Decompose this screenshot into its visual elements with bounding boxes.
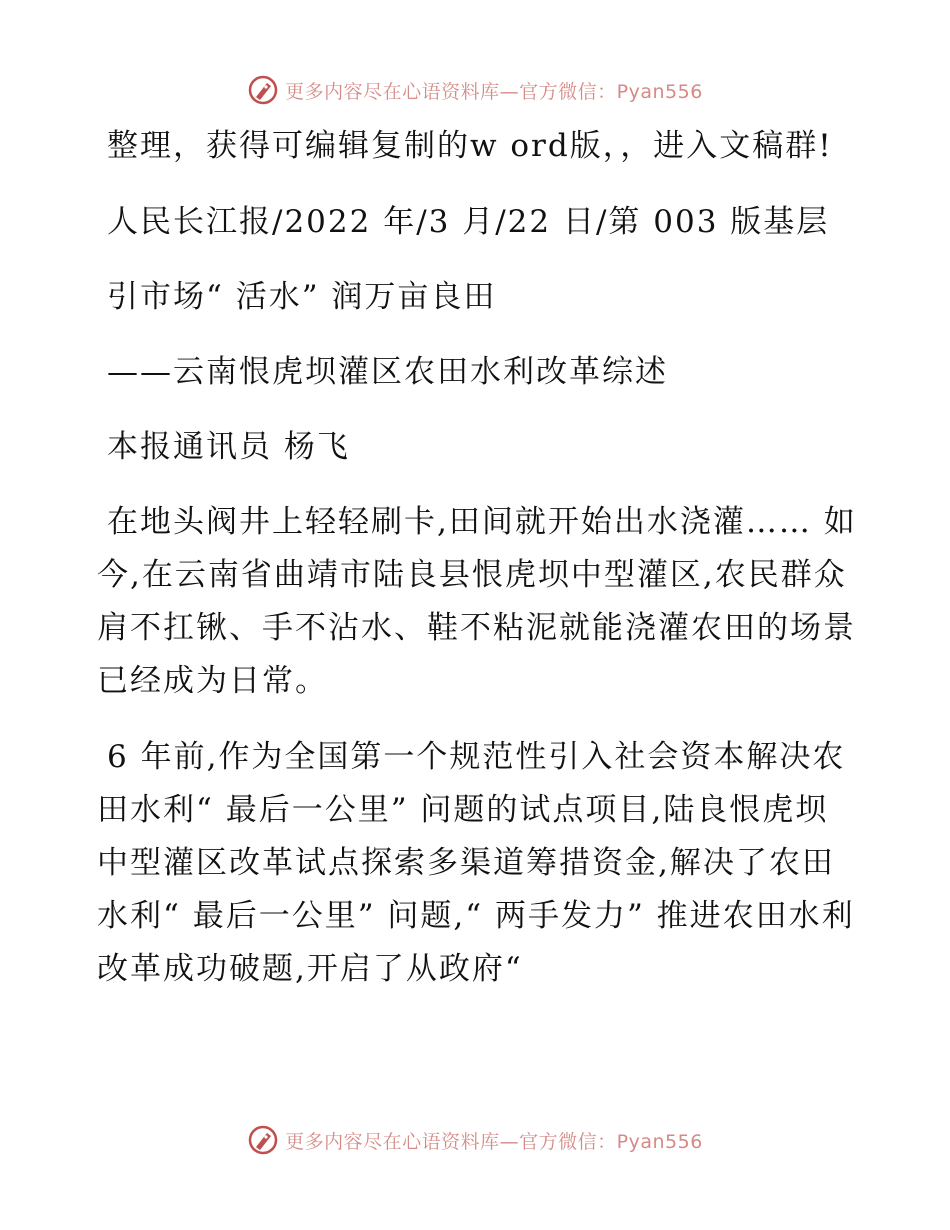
pen-nib-logo-icon <box>247 1124 279 1156</box>
header-watermark <box>0 70 950 110</box>
article-title: 引市场“ 活水” 润万亩良田 <box>107 279 497 315</box>
article-subtitle: ——云南恨虎坝灌区农田水利改革综述 <box>107 354 668 390</box>
document-body <box>97 120 857 1019</box>
pen-nib-logo-icon <box>247 74 279 106</box>
paragraph-body-2: 6 年前,作为全国第一个规范性引入社会资本解决农田水利“ 最后一公里” 问题的试点项目,陆良恨虎坝中型灌区改革试点探索多渠道筹措资金,解决了农田水利“ 最后一公里” 问题,“ 两手发力” 推进农田水利改革成功破题,开启了从政府“ <box>97 739 855 987</box>
paragraph-body-1: 在地头阀井上轻轻刷卡,田间就开始出水浇灌…… 如今,在云南省曲靖市陆良县恨虎坝中型灌区,农民群众肩不扛锹、手不沾水、鞋不粘泥就能浇灌农田的场景已经成为日常。 <box>97 504 857 699</box>
watermark-text: 更多内容尽在心语资料库—官方微信：Pyan556 <box>285 1130 703 1153</box>
watermark-text: 更多内容尽在心语资料库—官方微信：Pyan556 <box>285 80 703 103</box>
paragraph-source: 人民长江报/2022 年/3 月/22 日/第 003 版基层 <box>107 204 830 240</box>
footer-watermark <box>0 1120 950 1160</box>
article-byline: 本报通讯员 杨飞 <box>107 429 350 465</box>
paragraph-intro: 整理，获得可编辑复制的w ord版，，进入文稿群! <box>107 128 833 164</box>
